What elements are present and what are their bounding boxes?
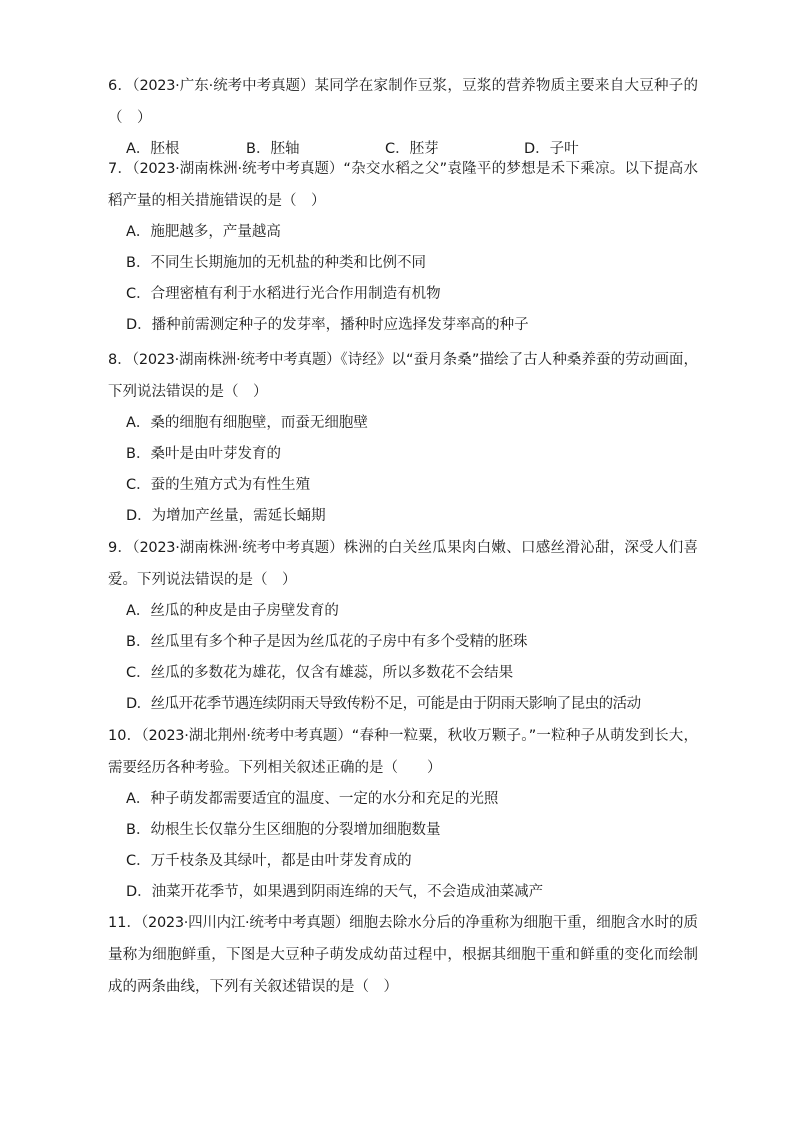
option-a: A．种子萌发都需要适宜的温度、一定的水分和充足的光照 bbox=[126, 791, 499, 807]
question-6 bbox=[108, 70, 698, 165]
question-source: （2023·四川内江·统考中考真题） bbox=[141, 915, 350, 931]
question-number: 9． bbox=[108, 540, 133, 556]
question-stem bbox=[108, 153, 698, 217]
option-d: D．播种前需测定种子的发芽率，播种时应选择发芽率高的种子 bbox=[126, 317, 529, 333]
question-stem bbox=[108, 720, 698, 784]
option-b: B．幼根生长仅靠分生区细胞的分裂增加细胞数量 bbox=[126, 822, 441, 838]
option-c: C．万千枝条及其绿叶，都是由叶芽发育成的 bbox=[126, 853, 412, 869]
question-text: 《诗经》以“蚕月条桑”描绘了古人种桑养蚕的劳动画面，下列说法错误的是（ ） bbox=[108, 352, 698, 400]
question-source: （2023·广东·统考中考真题） bbox=[132, 78, 315, 94]
question-text: 株洲的白关丝瓜果肉白嫩、口感丝滑沁甜，深受人们喜爱。下列说法错误的是（ ） bbox=[108, 540, 699, 588]
question-source: （2023·湖南株洲·统考中考真题） bbox=[131, 352, 341, 368]
question-8 bbox=[108, 344, 698, 532]
option-b: B．丝瓜里有多个种子是因为丝瓜花的子房中有多个受精的胚珠 bbox=[126, 634, 528, 650]
question-text: “杂交水稻之父”袁隆平的梦想是禾下乘凉。以下提高水稻产量的相关措施错误的是（ ） bbox=[108, 161, 698, 209]
option-d: D．为增加产丝量，需延长蛹期 bbox=[126, 508, 326, 524]
question-text: 细胞去除水分后的净重称为细胞干重，细胞含水时的质量称为细胞鲜重，下图是大豆种子萌发成幼苗过程中，根据其细胞干重和鲜重的变化而绘制成的两条曲线，下列有关叙述错误的是（ ） bbox=[108, 915, 699, 995]
option-d: D．丝瓜开花季节遇连续阴雨天导致传粉不足，可能是由于阴雨天影响了昆虫的活动 bbox=[126, 696, 641, 712]
question-source: （2023·湖南株洲·统考中考真题） bbox=[132, 540, 344, 556]
question-9 bbox=[108, 532, 698, 720]
question-11 bbox=[108, 907, 698, 1003]
option-d: D．油菜开花季节，如果遇到阴雨连绵的天气，不会造成油菜减产 bbox=[126, 884, 544, 900]
question-7 bbox=[108, 153, 698, 341]
option-c: C．合理密植有利于水稻进行光合作用制造有机物 bbox=[126, 286, 441, 302]
option-d: D．子叶 bbox=[524, 141, 579, 157]
question-text: “春种一粒粟，秋收万颗子。”一粒种子从萌发到长大，需要经历各种考验。下列相关叙述正确的是（ ） bbox=[108, 728, 699, 776]
question-number: 11． bbox=[108, 915, 142, 931]
question-stem bbox=[108, 70, 698, 134]
question-stem bbox=[108, 344, 698, 408]
option-a: A．桑的细胞有细胞壁，而蚕无细胞壁 bbox=[126, 415, 368, 431]
option-a: A．胚根 bbox=[126, 141, 180, 157]
option-b: B．桑叶是由叶芽发育的 bbox=[126, 446, 281, 462]
option-a: A．丝瓜的种皮是由子房壁发育的 bbox=[126, 603, 339, 619]
question-number: 6． bbox=[108, 78, 133, 94]
question-number: 10． bbox=[108, 728, 142, 744]
question-source: （2023·湖南株洲·统考中考真题） bbox=[132, 161, 344, 177]
question-number: 7． bbox=[108, 161, 133, 177]
option-c: C．胚芽 bbox=[385, 141, 439, 157]
question-source: （2023·湖北荆州·统考中考真题） bbox=[141, 728, 352, 744]
option-b: B．胚轴 bbox=[246, 141, 300, 157]
option-a: A．施肥越多，产量越高 bbox=[126, 224, 281, 240]
question-text: 某同学在家制作豆浆，豆浆的营养物质主要来自大豆种子的（ ） bbox=[108, 78, 698, 126]
option-c: C．丝瓜的多数花为雄花，仅含有雄蕊，所以多数花不会结果 bbox=[126, 665, 514, 681]
question-10 bbox=[108, 720, 698, 908]
question-number: 8． bbox=[108, 352, 132, 368]
question-stem bbox=[108, 907, 698, 1003]
option-c: C．蚕的生殖方式为有性生殖 bbox=[126, 477, 311, 493]
option-b: B．不同生长期施加的无机盐的种类和比例不同 bbox=[126, 255, 426, 271]
question-stem bbox=[108, 532, 698, 596]
